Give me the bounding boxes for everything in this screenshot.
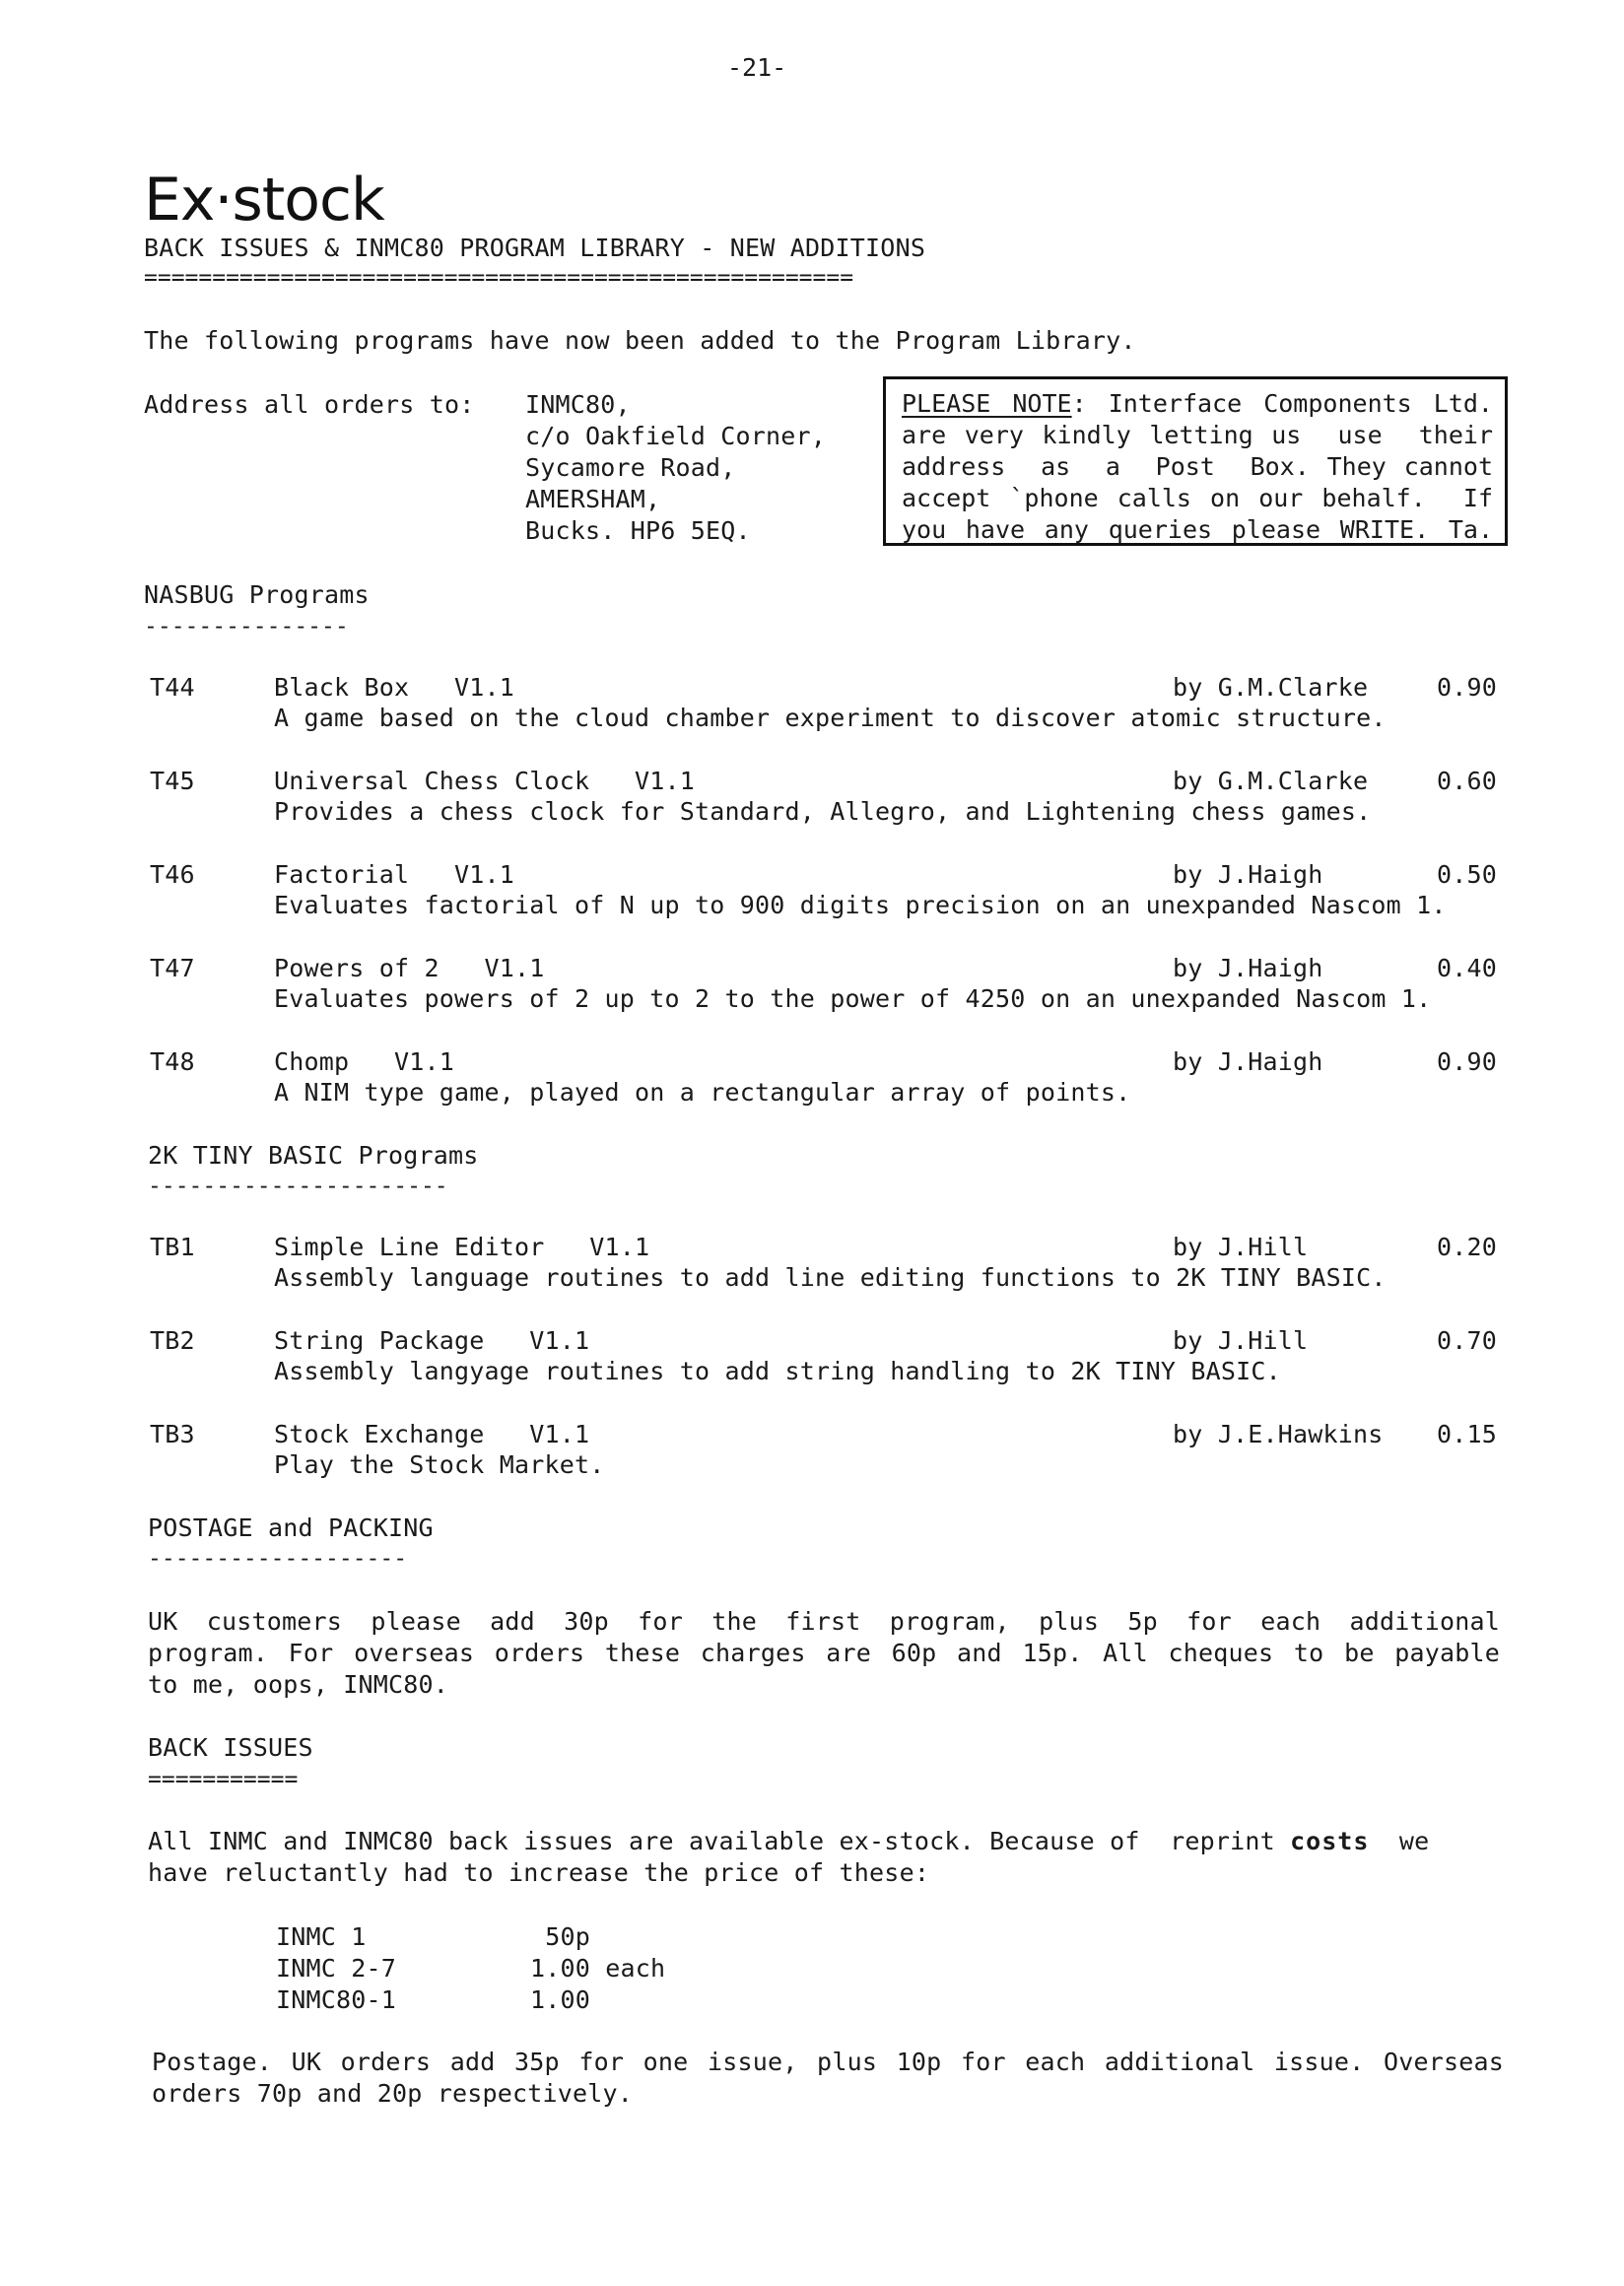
address-line: INMC80,	[525, 390, 631, 419]
program-name: Stock Exchange V1.1	[274, 1420, 590, 1448]
masthead-title: Ex·stock	[144, 166, 384, 235]
program-code: T44	[150, 673, 195, 702]
section-rule: ===========	[148, 1767, 299, 1792]
address-line: AMERSHAM,	[525, 485, 661, 513]
program-code: TB1	[150, 1233, 195, 1261]
issue-name: INMC 1	[276, 1922, 367, 1951]
program-description: A NIM type game, played on a rectangular array of points.	[274, 1078, 1131, 1107]
please-note-box	[883, 376, 1508, 546]
program-price: 0.70	[1437, 1326, 1498, 1355]
page-heading: BACK ISSUES & INMC80 PROGRAM LIBRARY - NEW ADDITIONS	[144, 234, 926, 262]
note-line-5: you have any queries please WRITE. Ta.	[902, 515, 1493, 544]
section-rule: ----------------------	[148, 1174, 448, 1199]
heading-rule: ====================================================	[144, 265, 854, 291]
page-number: -21-	[727, 53, 787, 82]
program-price: 0.60	[1437, 767, 1498, 795]
issue-price: 1.00 each	[530, 1954, 666, 1983]
program-description: Provides a chess clock for Standard, Allegro, and Lightening chess games.	[274, 797, 1372, 826]
address-line: Sycamore Road,	[525, 453, 736, 482]
program-name: String Package V1.1	[274, 1326, 590, 1355]
section-title-tiny-basic: 2K TINY BASIC Programs	[148, 1141, 479, 1170]
back-issues-postage-line: Postage. UK orders add 35p for one issue, plus 10p for each additional issue. Overseas	[152, 2048, 1504, 2076]
program-name: Chomp V1.1	[274, 1047, 455, 1076]
program-description: Assembly language routines to add line editing functions to 2K TINY BASIC.	[274, 1263, 1387, 1292]
program-author: by G.M.Clarke	[1173, 767, 1369, 795]
program-author: by J.Hill	[1173, 1326, 1309, 1355]
note-line-3: address as a Post Box. They cannot	[902, 452, 1493, 481]
issue-name: INMC80-1	[276, 1985, 397, 2014]
section-title-back-issues: BACK ISSUES	[148, 1733, 313, 1762]
postage-text-line: program. For overseas orders these charges are 60p and 15p. All cheques to be payable	[148, 1639, 1500, 1667]
program-name: Factorial V1.1	[274, 860, 515, 889]
program-price: 0.90	[1437, 673, 1498, 702]
note-line-4: accept `phone calls on our behalf. If	[902, 484, 1493, 512]
program-author: by J.Hill	[1173, 1233, 1309, 1261]
program-description: Play the Stock Market.	[274, 1450, 605, 1479]
program-name: Simple Line Editor V1.1	[274, 1233, 650, 1261]
note-line-2: are very kindly letting us use their	[902, 421, 1493, 449]
postage-text-line: UK customers please add 30p for the first program, plus 5p for each additional	[148, 1607, 1500, 1636]
section-title-postage: POSTAGE and PACKING	[148, 1513, 434, 1542]
program-author: by J.Haigh	[1173, 860, 1323, 889]
back-issues-text-line: have reluctantly had to increase the price of these:	[148, 1858, 930, 1887]
program-description: A game based on the cloud chamber experiment to discover atomic structure.	[274, 704, 1387, 732]
program-code: TB2	[150, 1326, 195, 1355]
issue-name: INMC 2-7	[276, 1954, 397, 1983]
program-price: 0.20	[1437, 1233, 1498, 1261]
issue-price: 1.00	[530, 1985, 591, 2014]
program-price: 0.50	[1437, 860, 1498, 889]
costs-word: costs	[1290, 1827, 1370, 1855]
program-code: TB3	[150, 1420, 195, 1448]
program-name: Universal Chess Clock V1.1	[274, 767, 696, 795]
back-issues-text-line: All INMC and INMC80 back issues are available ex-stock. Because of reprint costs we	[148, 1827, 1430, 1855]
program-price: 0.90	[1437, 1047, 1498, 1076]
note-title: PLEASE NOTE	[902, 389, 1072, 418]
address-line: c/o Oakfield Corner,	[525, 422, 827, 450]
program-author: by J.E.Hawkins	[1173, 1420, 1384, 1448]
program-name: Black Box V1.1	[274, 673, 515, 702]
program-code: T46	[150, 860, 195, 889]
issue-price: 50p	[530, 1922, 591, 1951]
program-author: by G.M.Clarke	[1173, 673, 1369, 702]
program-name: Powers of 2 V1.1	[274, 954, 545, 982]
program-description: Assembly langyage routines to add string handling to 2K TINY BASIC.	[274, 1357, 1281, 1385]
section-rule: ---------------	[144, 614, 349, 639]
address-line: Bucks. HP6 5EQ.	[525, 516, 751, 545]
back-issues-postage-line: orders 70p and 20p respectively.	[152, 2079, 634, 2108]
section-rule: -------------------	[148, 1546, 408, 1572]
program-description: Evaluates factorial of N up to 900 digits precision on an unexpanded Nascom 1.	[274, 891, 1447, 919]
program-description: Evaluates powers of 2 up to 2 to the power of 4250 on an unexpanded Nascom 1.	[274, 984, 1432, 1013]
program-author: by J.Haigh	[1173, 1047, 1323, 1076]
address-label: Address all orders to:	[144, 390, 475, 419]
postage-text-line: to me, oops, INMC80.	[148, 1670, 449, 1699]
program-code: T48	[150, 1047, 195, 1076]
section-title-nasbug: NASBUG Programs	[144, 580, 370, 609]
note-line-1: PLEASE NOTE: Interface Components Ltd.	[902, 389, 1493, 418]
program-author: by J.Haigh	[1173, 954, 1323, 982]
program-price: 0.15	[1437, 1420, 1498, 1448]
program-code: T45	[150, 767, 195, 795]
program-code: T47	[150, 954, 195, 982]
program-price: 0.40	[1437, 954, 1498, 982]
intro-text: The following programs have now been added to the Program Library.	[144, 326, 1136, 355]
